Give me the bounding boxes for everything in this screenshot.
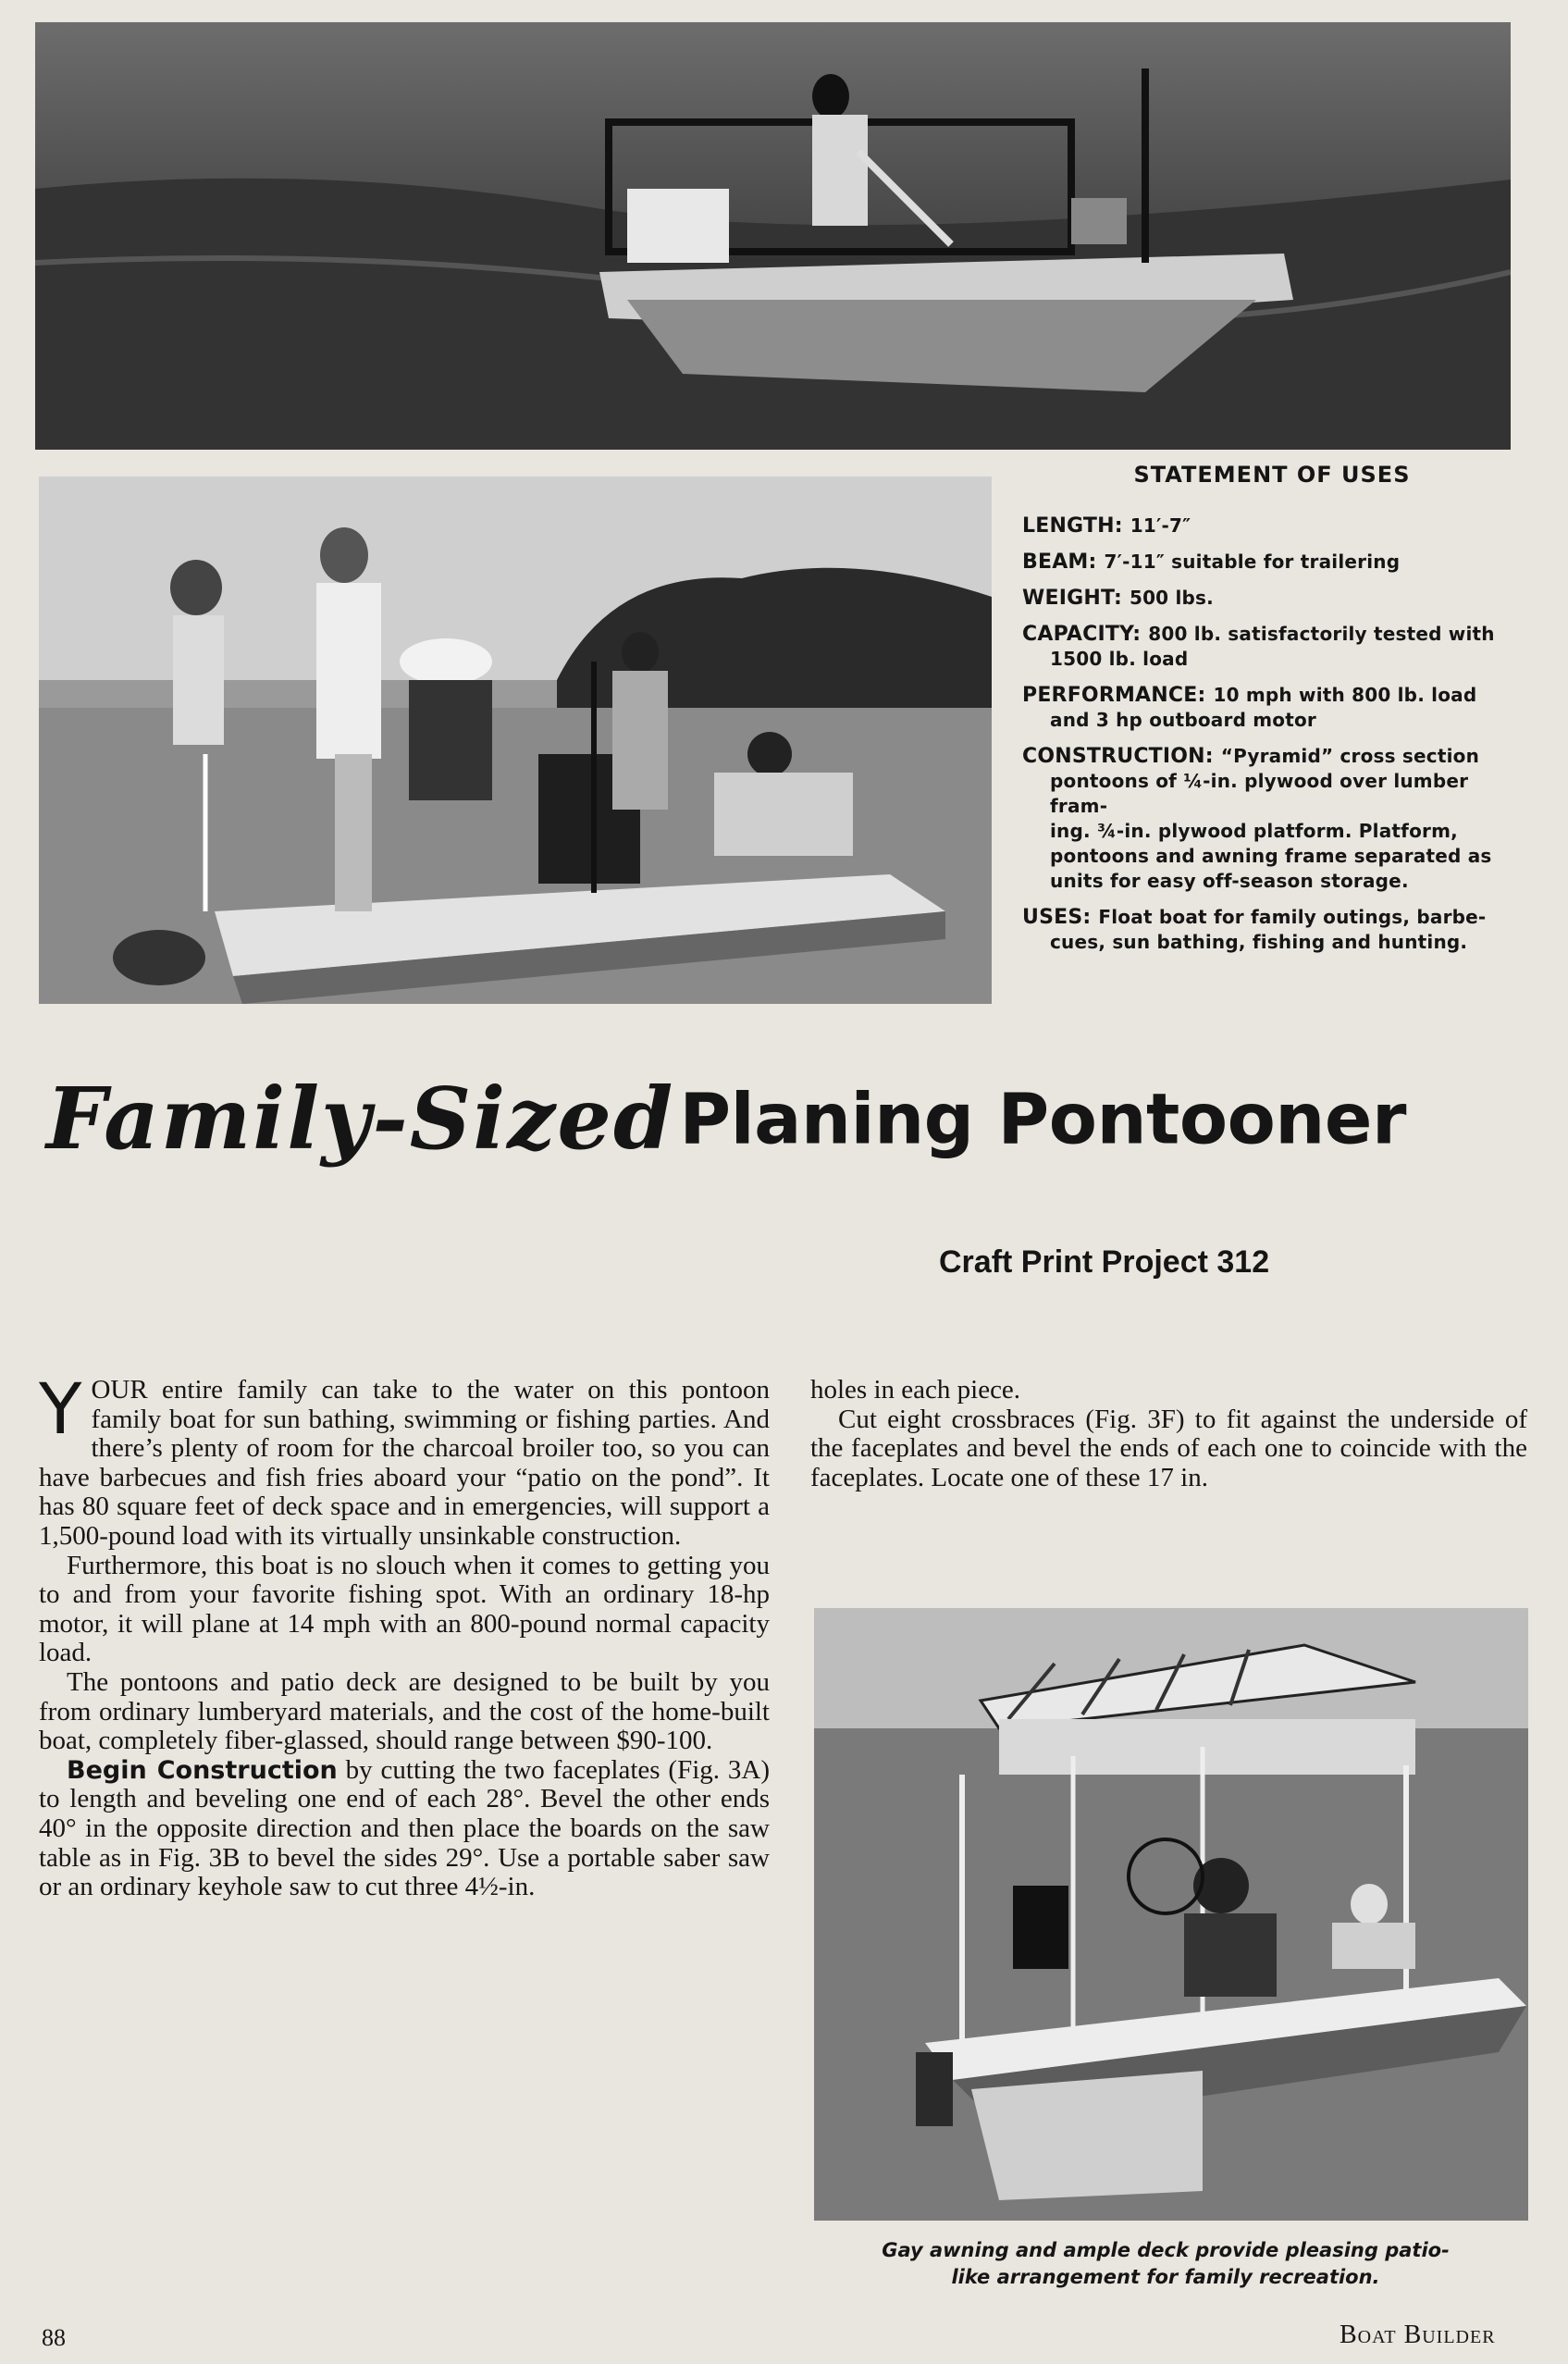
- spec-length-value: 11′-7″: [1130, 514, 1191, 537]
- spec-construction: [1022, 744, 1522, 894]
- body-column-left: [39, 1368, 770, 1902]
- paragraph-construction: [39, 1756, 770, 1902]
- body-column-right: [810, 1376, 1527, 1492]
- spec-beam-value: 7′-11″ suitable for trailering: [1104, 551, 1401, 573]
- photo-awning-deck-graphic: [814, 1608, 1528, 2221]
- spec-length-label: LENGTH:: [1022, 514, 1123, 538]
- paragraph-intro-text: OUR entire family can take to the water on this pontoon family boat for sun bathing, swimming or fishing parties. And there’s plenty of room for the charcoal broiler too, so you can have barbecues and fish fries aboard your “patio on the pond”. It has 80 square feet of deck space and in emergencies, will support a 1,500-pound load with its virtually unsinkable construction.: [39, 1375, 770, 1551]
- spec-capacity-value-2: 1500 lb. load: [1050, 648, 1189, 670]
- paragraph-construction-text: by cutting the two faceplates (Fig. 3A) to length and beveling one end of each 28°. Bevel the other ends 40° in the opposite direction and then place the boards on the saw table as in Fig. 3B to bevel the sides 29°. Use a portable saber saw or an ordinary keyhole saw to cut three 4½-in.: [39, 1754, 770, 1902]
- photo-awning-deck: [814, 1608, 1528, 2221]
- photo-pontoon-underway-graphic: [35, 22, 1511, 450]
- spec-construction-value-3: ing. ¾-in. plywood platform. Platform,: [1050, 820, 1458, 842]
- spec-performance-value-1: 10 mph with 800 lb. load: [1213, 684, 1477, 706]
- statement-of-uses: [1022, 463, 1522, 966]
- spec-performance-label: PERFORMANCE:: [1022, 684, 1206, 707]
- spec-uses-value-2: cues, sun bathing, fishing and hunting.: [1050, 931, 1468, 953]
- spec-capacity: [1022, 622, 1522, 672]
- paragraph-intro: [39, 1368, 770, 1552]
- photo-caption: [814, 2237, 1517, 2291]
- page-number: 88: [42, 2324, 66, 2351]
- running-footer: Boat Builder: [1340, 2321, 1496, 2349]
- photo-caption-line-2: like arrangement for family recreation.: [951, 2266, 1380, 2288]
- specs-title: STATEMENT OF USES: [1133, 462, 1411, 488]
- photo-pontoon-underway: [35, 22, 1511, 450]
- paragraph-materials: The pontoons and patio deck are designed to be built by you from ordinary lumberyard materials, and the cost of the home-built boat, completely fiber-glassed, should range between $90-100.: [39, 1666, 770, 1756]
- spec-construction-value-1: “Pyramid” cross section: [1220, 745, 1480, 767]
- title-block: Planing Pontooner: [679, 1077, 1406, 1160]
- spec-performance: [1022, 683, 1522, 733]
- paragraph-crossbraces: Cut eight crossbraces (Fig. 3F) to fit against the underside of the faceplates and bevel the ends of each one to coincide with the faceplates. Locate one of these 17 in.: [810, 1404, 1527, 1492]
- spec-beam: [1022, 550, 1522, 575]
- spec-capacity-label: CAPACITY:: [1022, 623, 1142, 646]
- article-title: [46, 1069, 1526, 1169]
- article-subtitle: Craft Print Project 312: [939, 1244, 1270, 1280]
- title-script: Family-Sized: [46, 1069, 675, 1169]
- spec-capacity-value-1: 800 lb. satisfactorily tested with: [1148, 623, 1495, 645]
- spec-length: [1022, 514, 1522, 538]
- spec-construction-value-5: units for easy off-season storage.: [1050, 870, 1409, 892]
- dropcap: Y: [39, 1368, 82, 1450]
- paragraph-holes: holes in each piece.: [810, 1375, 1021, 1405]
- paragraph-performance: Furthermore, this boat is no slouch when it comes to getting you to and from your favorite fishing spot. With an ordinary 18-hp motor, it will plane at 14 mph with an 800-pound normal capacity load.: [39, 1550, 770, 1668]
- spec-weight-value: 500 lbs.: [1129, 587, 1214, 609]
- spec-weight: [1022, 586, 1522, 611]
- lead-in-begin-construction: Begin Construction: [67, 1755, 338, 1785]
- photo-family-on-deck: [39, 477, 992, 1004]
- spec-construction-label: CONSTRUCTION:: [1022, 745, 1214, 768]
- spec-beam-label: BEAM:: [1022, 551, 1097, 574]
- spec-performance-value-2: and 3 hp outboard motor: [1050, 709, 1316, 731]
- spec-uses-label: USES:: [1022, 906, 1092, 929]
- spec-construction-value-4: pontoons and awning frame separated as: [1050, 845, 1492, 867]
- spec-weight-label: WEIGHT:: [1022, 587, 1122, 610]
- spec-uses: [1022, 905, 1522, 955]
- photo-family-on-deck-graphic: [39, 477, 992, 1004]
- spec-construction-value-2: pontoons of ¼-in. plywood over lumber fram-: [1050, 770, 1469, 817]
- spec-uses-value-1: Float boat for family outings, barbe-: [1098, 906, 1487, 928]
- photo-caption-line-1: Gay awning and ample deck provide pleasing patio-: [882, 2239, 1450, 2261]
